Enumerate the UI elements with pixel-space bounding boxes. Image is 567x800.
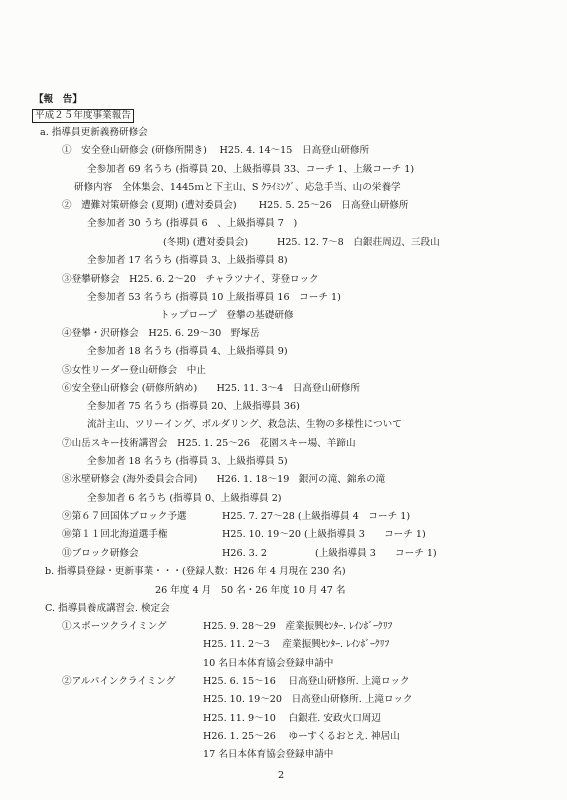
- item-5-title: ⑤女性リーダー登山研修会 中止: [62, 365, 206, 376]
- item-9-details: H25. 7. 27～28 (上級指導員 4 コーチ 1): [222, 511, 411, 522]
- section-title: 平成２５年度事業報告: [32, 109, 134, 123]
- item-11-details: H26. 3. 2 (上級指導員 3 コーチ 1): [222, 548, 437, 559]
- item-4-participants: 全参加者 18 名うち (指導員 4、上級指導員 9): [87, 346, 288, 357]
- page-number: 2: [278, 770, 285, 781]
- item-2-participants: 全参加者 30 うち (指導員 6 、上級指導員 7 ): [87, 218, 298, 229]
- sport-climbing-line-1: H25. 9. 28～29 産業振興ｾﾝﾀｰ. ﾚｲﾝﾎﾞｰｸﾘﾌ: [203, 621, 393, 632]
- item-1-content: 研修内容 全体集会、1445ｍと下主山、S ｸﾗｲﾐﾝｸﾞ、応急手当、山の栄養学: [74, 182, 401, 193]
- item-11-title: ⑪ブロック研修会: [62, 548, 139, 559]
- alpine-climbing-line-5: 17 名日本体育協会登録申請中: [203, 749, 334, 760]
- section-a-title: a. 指導員更新義務研修会: [40, 127, 148, 138]
- alpine-climbing-line-4: H26. 1. 25～26 ゆーすくるおとえ. 神居山: [203, 731, 400, 742]
- item-8-participants: 全参加者 6 名うち (指導員 0、上級指導員 2): [87, 493, 282, 504]
- item-7-title: ⑦山岳スキー技術講習会 H25. 1. 25～26 花園スキー場、羊蹄山: [62, 438, 356, 449]
- section-b-title: b. 指導員登録・更新事業・・・(登録人数：H26 年 4 月現在 230 名): [45, 566, 346, 577]
- alpine-climbing-label: ②アルパインクライミング: [62, 676, 176, 687]
- item-1-participants: 全参加者 69 名うち (指導員 20、上級指導員 33、コーチ 1、上級コーチ 1): [87, 164, 415, 175]
- item-10-details: H25. 10. 19～20 (上級指導員 3 コーチ 1): [222, 529, 426, 540]
- item-3-participants: 全参加者 53 名うち (指導員 10 上級指導員 16 コーチ 1): [87, 292, 341, 303]
- item-8-title: ⑧氷壁研修会 (海外委員会合同) H26. 1. 18～19 銀河の滝、錦糸の滝: [62, 474, 386, 485]
- item-2-winter-participants: 全参加者 17 名うち (指導員 3、上級指導員 8): [87, 255, 288, 266]
- item-6-participants: 全参加者 75 名うち (指導員 20、上級指導員 36): [87, 401, 300, 412]
- item-6-title: ⑥安全登山研修会 (研修所納め) H25. 11. 3～4 日高登山研修所: [62, 383, 360, 394]
- item-10-title: ⑩第１１回北海道選手権: [62, 529, 168, 540]
- alpine-climbing-line-1: H25. 6. 15～16 日高登山研修所. 上滝ロック: [203, 676, 410, 687]
- sport-climbing-line-3: 10 名日本体育協会登録申請中: [203, 658, 334, 669]
- item-6-content: 流計主山、ツリーイング、ボルダリング、救急法、生物の多様性について: [87, 419, 402, 430]
- sport-climbing-line-2: H25. 11. 2～3 産業振興ｾﾝﾀｰ. ﾚｲﾝﾎﾞｰｸﾘﾌ: [203, 639, 390, 650]
- alpine-climbing-line-2: H25. 10. 19～20 日高登山研修所. 上滝ロック: [203, 694, 413, 705]
- report-heading: 【報 告】: [34, 94, 82, 105]
- item-4-title: ④登攀・沢研修会 H25. 6. 29～30 野塚岳: [62, 328, 260, 339]
- item-1-title: ① 安全登山研修会 (研修所開き) H25. 4. 14～15 日高登山研修所: [62, 145, 370, 156]
- item-9-title: ⑨第６７回国体ブロック予選: [62, 511, 187, 522]
- item-7-participants: 全参加者 18 名うち (指導員 3、上級指導員 5): [87, 456, 288, 467]
- item-3-title: ③登攀研修会 H25. 6. 2～20 チャラツナイ、芽登ロック: [62, 274, 319, 285]
- alpine-climbing-line-3: H25. 11. 9～10 白銀荘. 安政火口周辺: [203, 713, 381, 724]
- item-2-winter: (冬期) (遭対委員会) H25. 12. 7～8 白銀荘周辺、三段山: [163, 237, 440, 248]
- section-b-counts: 26 年度 4 月 50 名・26 年度 10 月 47 名: [155, 585, 346, 596]
- item-3-content: トップロープ 登攀の基礎研修: [160, 310, 294, 321]
- item-2-title: ② 遭難対策研修会 (夏期) (遭対委員会) H25. 5. 25～26 日高登山研修所: [62, 200, 409, 211]
- sport-climbing-label: ①スポーツクライミング: [62, 621, 167, 632]
- section-c-title: C. 指導員養成講習会. 検定会: [45, 603, 170, 614]
